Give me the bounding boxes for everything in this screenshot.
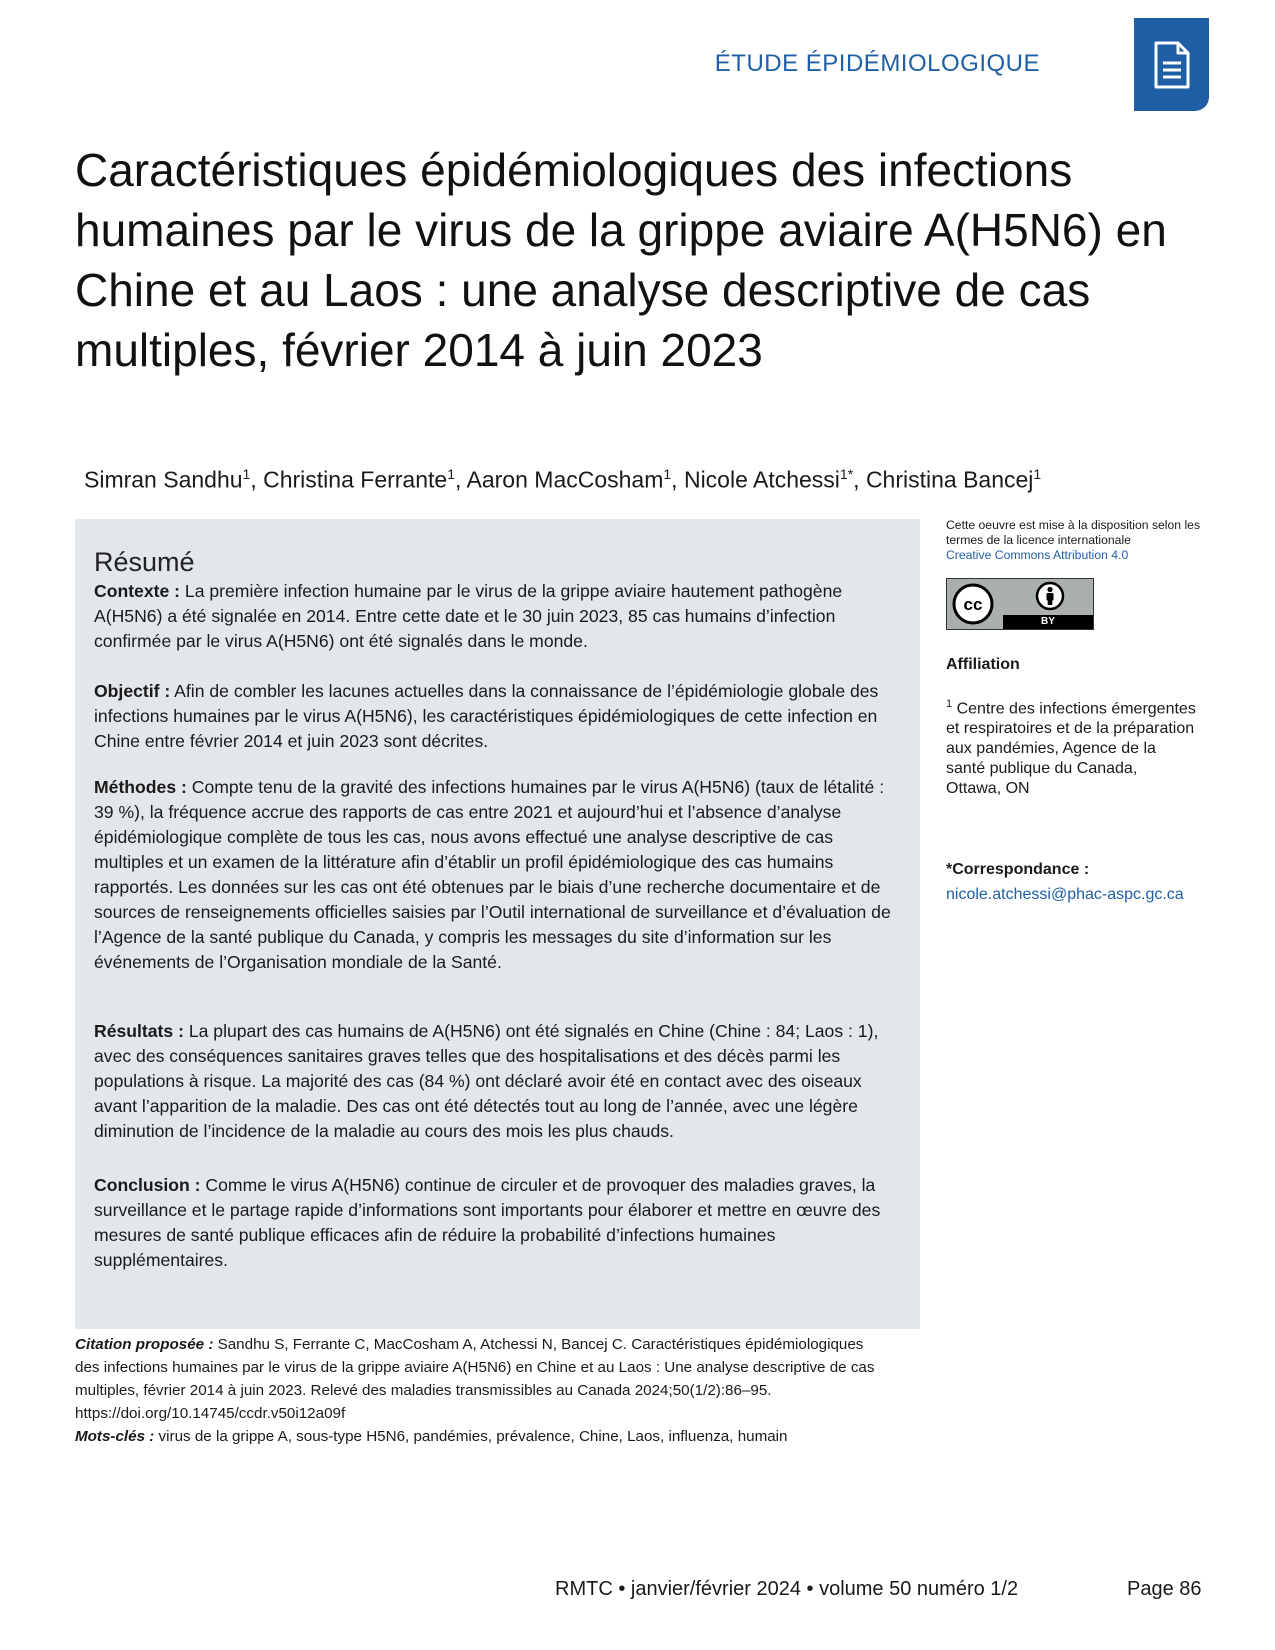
keywords bbox=[75, 1425, 905, 1448]
author-name: Simran Sandhu bbox=[84, 466, 243, 493]
license-notice bbox=[946, 518, 1206, 563]
author-affiliation-mark: 1 bbox=[447, 466, 455, 482]
abstract-section-label: Objectif : bbox=[94, 681, 171, 701]
attribution-person-icon bbox=[1035, 581, 1065, 611]
cc-icon bbox=[952, 583, 994, 625]
abstract-section-label: Contexte : bbox=[94, 581, 181, 601]
correspondence-heading: *Correspondance : bbox=[946, 861, 1090, 878]
abstract-section-text: La première infection humaine par le virus de la grippe aviaire hautement pathogène A(H5N6) a été signalée en 2014. Entre cette date et le 30 juin 2023, 85 cas humains d’infection confirmée par le virus A(H5N6) ont été signalés dans le monde. bbox=[94, 581, 843, 651]
abstract-results bbox=[94, 1019, 894, 1144]
author-affiliation-mark: 1* bbox=[839, 466, 854, 482]
author-affiliation-mark: 1 bbox=[242, 466, 251, 482]
author-name: Christina Ferrante bbox=[263, 466, 448, 493]
abstract-section-label: Méthodes : bbox=[94, 777, 187, 797]
affiliation-text bbox=[946, 694, 1196, 799]
abstract-heading: Résumé bbox=[94, 547, 195, 577]
abstract-section-text: Afin de combler les lacunes actuelles dans la connaissance de l’épidémiologie globale des infections humaines par le virus A(H5N6), les caractéristiques épidémiologiques de cette infection en Chine entre février 2014 et juin 2023 sont décrites. bbox=[94, 681, 879, 751]
cc-icon-text: cc bbox=[963, 595, 983, 614]
license-text: Cette oeuvre est mise à la disposition selon les termes de la licence internationale bbox=[946, 518, 1201, 547]
suggested-citation bbox=[75, 1333, 875, 1425]
affiliation-heading: Affiliation bbox=[946, 656, 1020, 673]
keywords-label: Mots-clés : bbox=[75, 1428, 155, 1445]
abstract-context bbox=[94, 579, 894, 654]
abstract-objective bbox=[94, 679, 894, 754]
abstract-section-text: Comme le virus A(H5N6) continue de circuler et de provoquer des maladies graves, la surveillance et le partage rapide d’informations sont importants pour élaborer et mettre en œuvre des mesures de santé publique efficaces afin de réduire la probabilité d’infections humaines supplémentaires. bbox=[94, 1175, 881, 1270]
affiliation-mark: 1 bbox=[946, 698, 953, 710]
footer-journal-info: RMTC • janvier/février 2024 • volume 50 numéro 1/2 bbox=[555, 1578, 1019, 1600]
citation-text: Sandhu S, Ferrante C, MacCosham A, Atchessi N, Bancej C. Caractéristiques épidémiologiques des infections humaines par le virus de la grippe aviaire A(H5N6) en Chine et au Laos : Une analyse descriptive de cas multiples, février 2014 à juin 2023. Relevé des maladies transmissibles au Canada 2024;50(1/2):86–95. https://doi.org/10.14745/ccdr.v50i12a09f bbox=[75, 1336, 875, 1422]
abstract-section-label: Résultats : bbox=[94, 1021, 184, 1041]
citation-label: Citation proposée : bbox=[75, 1336, 214, 1353]
author-name: Aaron MacCosham bbox=[466, 466, 664, 493]
author-list: Simran Sandhu$^1$, Christina Ferrante$^1$, Aaron MacCosham$^1$, Nicole Atchessi$^{1*}$, Christina Bancej$^1$ bbox=[84, 466, 1042, 493]
author-affiliation-mark: 1 bbox=[1033, 466, 1042, 482]
abstract-section-text: Compte tenu de la gravité des infections humaines par le virus A(H5N6) (taux de létalité : 39 %), la fréquence accrue des rapports de cas entre 2021 et aujourd’hui et l’absence d’analyse épidémiologique complète de tous les cas, nous avons effectué une analyse descriptive de cas multiples et un examen de la littérature afin d’établir un profil épidémiologique des cas humains rapportés. Les données sur les cas ont été obtenues par le biais d’une recherche documentaire et de sources de renseignements officielles saisies par l’Outil international de surveillance et d’évaluation de l’Agence de la santé publique du Canada, y compris les messages du site d’information sur les événements de l’Organisation mondiale de la Santé. bbox=[94, 777, 891, 972]
section-tab bbox=[1134, 18, 1209, 111]
abstract-methods bbox=[94, 775, 894, 975]
abstract-box bbox=[75, 519, 920, 1329]
affiliation-body: Centre des infections émergentes et respiratoires et de la préparation aux pandémies, Agence de la santé publique du Canada, Ottawa, ON bbox=[946, 700, 1196, 798]
footer-page-number: Page 86 bbox=[1127, 1578, 1202, 1600]
author-affiliation-mark: 1 bbox=[663, 466, 672, 482]
license-link[interactable]: Creative Commons Attribution 4.0 bbox=[946, 548, 1129, 562]
abstract-section-text: La plupart des cas humains de A(H5N6) ont été signalés en Chine (Chine : 84; Laos : 1), avec des conséquences sanitaires graves telles que des hospitalisations et des décès parmi les populations à risque. La majorité des cas (84 %) ont déclaré avoir été en contact avec des oiseaux avant l’apparition de la maladie. Des cas ont été détectés tout au long de l’année, avec une légère diminution de l’incidence de la maladie au cours des mois les plus chauds. bbox=[94, 1021, 879, 1141]
author-name: Nicole Atchessi bbox=[683, 466, 840, 493]
page-title: Caractéristiques épidémiologiques des infections humaines par le virus de la grippe aviaire A(H5N6) en Chine et au Laos : une analyse descriptive de cas multiples, février 2014 à juin 2023 bbox=[75, 144, 1167, 376]
keywords-text: virus de la grippe A, sous-type H5N6, pandémies, prévalence, Chine, Laos, influenza, humain bbox=[154, 1428, 788, 1445]
correspondence-email-link[interactable]: nicole.atchessi@phac-aspc.gc.ca bbox=[946, 886, 1184, 903]
cc-by-badge[interactable] bbox=[946, 578, 1094, 630]
abstract-section-label: Conclusion : bbox=[94, 1175, 201, 1195]
author-name: Christina Bancej bbox=[865, 466, 1034, 493]
abstract-conclusion bbox=[94, 1173, 894, 1273]
by-label: BY bbox=[1003, 615, 1093, 629]
document-icon bbox=[1152, 41, 1192, 89]
section-label: ÉTUDE ÉPIDÉMIOLOGIQUE bbox=[714, 50, 1040, 77]
